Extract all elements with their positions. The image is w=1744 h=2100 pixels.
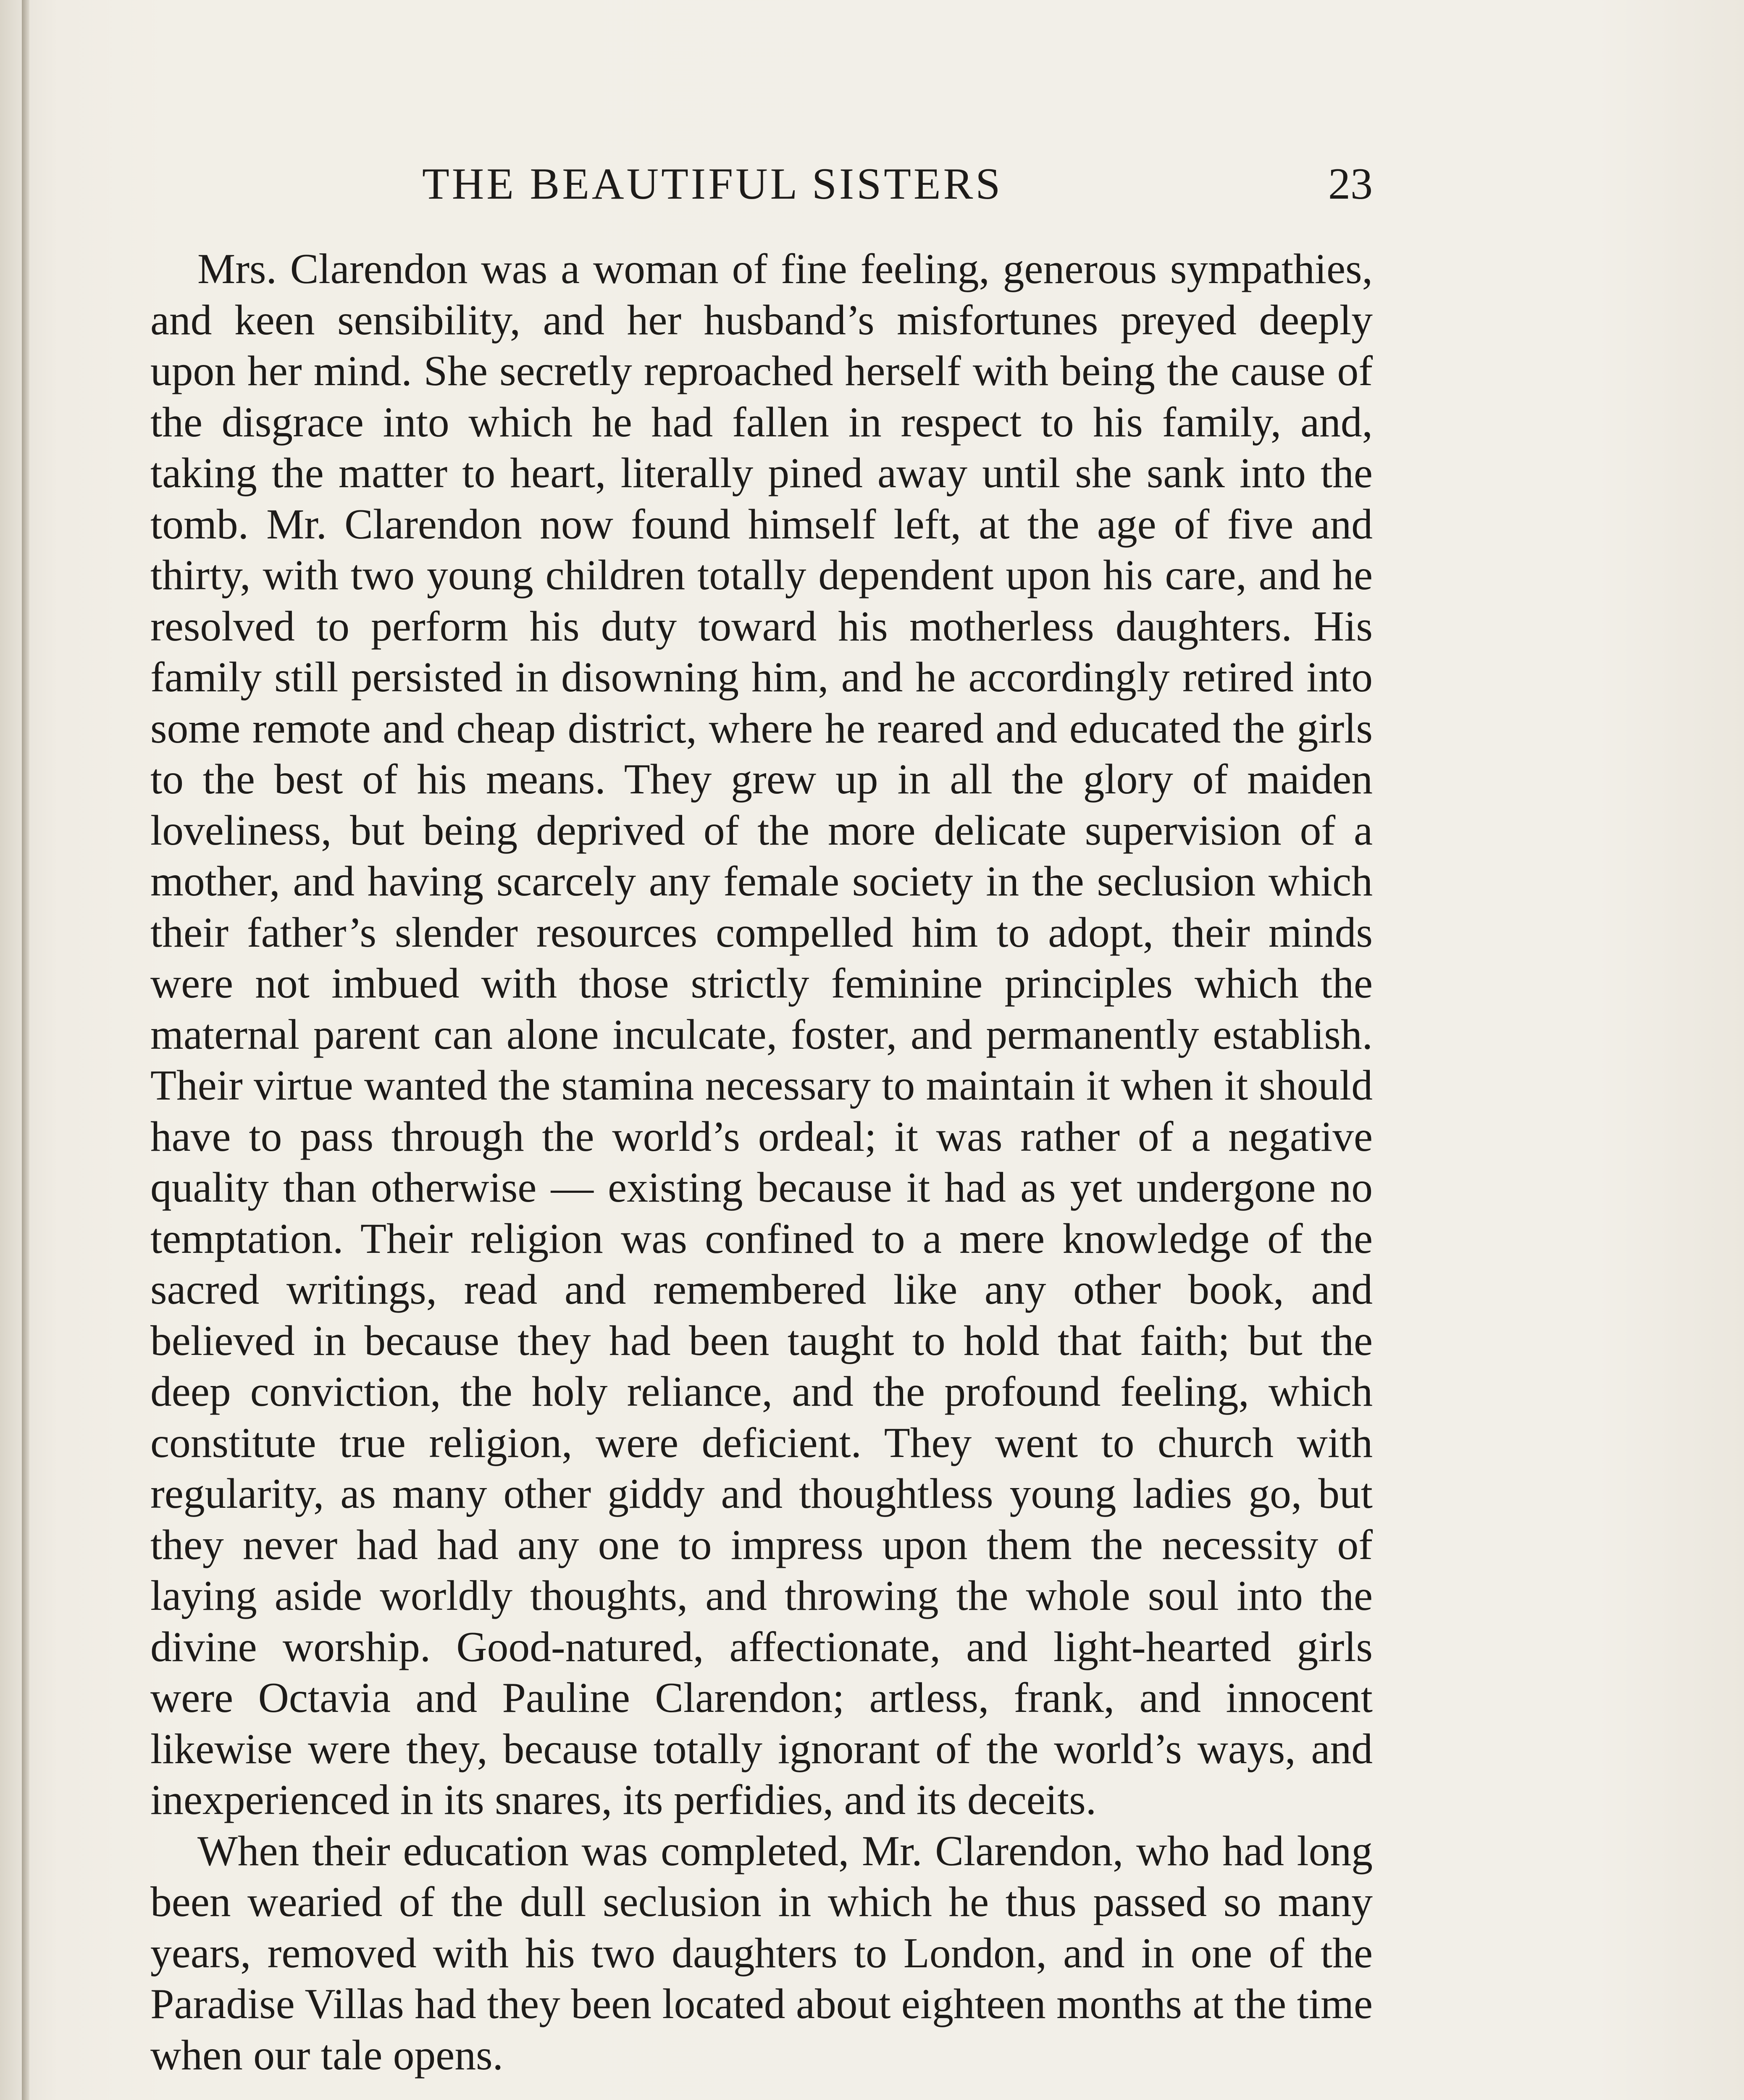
paragraph: When their education was completed, Mr. Clarendon, who had long been wearied of the dull seclusion in which he thus passed so many years, removed with his two daughters to London, and in one of the Paradise Villas had they been located about eighteen months at the time when our tale opens. <box>150 1827 1373 2079</box>
page-number: 23 <box>1328 159 1373 208</box>
paragraph: Mrs. Clarendon was a woman of fine feeling, generous sympathies, and keen sensibility, and her husband’s misfortunes preyed deeply upon her mind. She secretly reproached herself with being the cause of the disgrace into which he had fallen in respect to his family, and, taking the matter to heart, literally pined away until she sank into the tomb. Mr. Clarendon now found himself left, at the age of five and thirty, with two young children totally dependent upon his care, and he resolved to perform his duty toward his motherless daughters. His family still persisted in disowning him, and he accordingly retired into some remote and cheap district, where he reared and educated the girls to the best of his means. They grew up in all the glory of maiden loveliness, but being deprived of the more delicate supervision of a mother, and having scarcely any female society in the seclusion which their father’s slender resources compelled him to adopt, their minds were not imbued with those strictly feminine principles which the maternal parent can alone inculcate, foster, and permanently establish. Their virtue wanted the stamina necessary to maintain it when it should have to pass through the world’s ordeal; it was rather of a negative quality than otherwise — existing because it had as yet undergone no temptation. Their religion was confined to a mere knowledge of the sacred writings, read and remembered like any other book, and believed in because they had been taught to hold that faith; but the deep conviction, the holy reliance, and the profound feeling, which constitute true religion, were deficient. They went to church with regularity, as many other giddy and thoughtless young ladies go, but they never had had any one to impress upon them the necessity of laying aside worldly thoughts, and throwing the whole soul into the divine worship. Good-natured, affectionate, and light-hearted girls were Octavia and Pauline Clarendon; artless, frank, and innocent likewise were they, because totally ignorant of the world’s ways, and inexperienced in its snares, its perfidies, and its deceits. <box>150 245 1373 1823</box>
running-title: THE BEAUTIFUL SISTERS <box>422 159 1003 208</box>
running-head <box>150 155 1373 213</box>
page-gutter-shadow <box>22 0 29 2100</box>
body-text <box>150 244 1373 2081</box>
